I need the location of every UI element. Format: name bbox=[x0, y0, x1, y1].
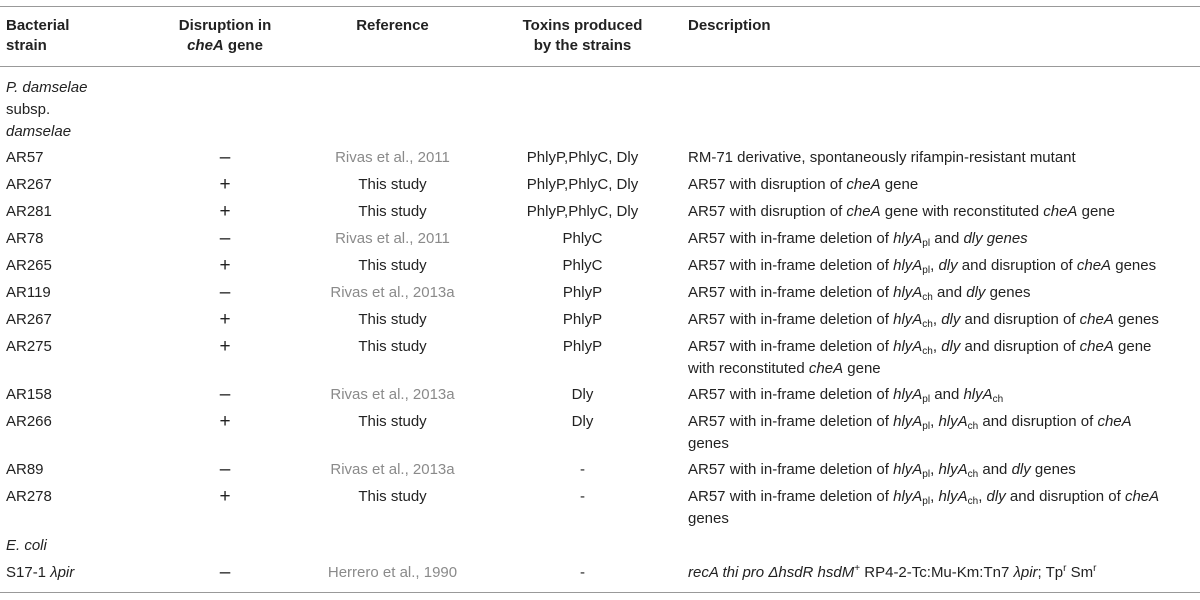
toxins: PhlyP bbox=[562, 338, 603, 355]
description: AR57 with in-frame deletion of hlyA$_{pl}$, hlyA$_{ch}$ and disruption of cheA genes bbox=[688, 413, 1132, 452]
reference-text: This study bbox=[358, 488, 427, 505]
header-disruption: Disruption in cheA gene bbox=[178, 17, 272, 54]
reference-text: This study bbox=[358, 257, 427, 274]
disruption-mark: + bbox=[219, 336, 231, 357]
disruption-mark: – bbox=[219, 384, 231, 405]
disruption-mark: – bbox=[219, 282, 231, 303]
disruption-mark: – bbox=[219, 147, 231, 168]
toxins: PhlyP bbox=[562, 284, 603, 301]
strain-name: AR265 bbox=[6, 257, 52, 274]
description: AR57 with disruption of cheA gene bbox=[688, 176, 919, 193]
reference-text: This study bbox=[358, 176, 427, 193]
toxins: PhlyC bbox=[562, 230, 603, 247]
header-reference: Reference bbox=[356, 17, 429, 34]
toxins: PhlyP,PhlyC, Dly bbox=[526, 176, 639, 193]
strain-name: AR267 bbox=[6, 176, 52, 193]
reference-link[interactable]: Rivas et al., 2013a bbox=[330, 284, 455, 301]
toxins: PhlyP bbox=[562, 311, 603, 328]
description: RM-71 derivative, spontaneously rifampin-resistant mutant bbox=[688, 149, 1076, 166]
strain-name: AR266 bbox=[6, 413, 52, 430]
strain-name: AR57 bbox=[6, 149, 44, 166]
reference-text: This study bbox=[358, 203, 427, 220]
description: AR57 with in-frame deletion of hlyA$_{pl}$, dly and disruption of cheA genes bbox=[688, 257, 1157, 276]
strain-name: S17-1 λpir bbox=[6, 564, 75, 581]
table-bottom-rule bbox=[0, 592, 1200, 593]
header-bottom-rule bbox=[0, 66, 1200, 67]
disruption-mark: – bbox=[219, 562, 231, 583]
strain-name: AR267 bbox=[6, 311, 52, 328]
toxins: - bbox=[580, 461, 585, 478]
reference-text: This study bbox=[358, 413, 427, 430]
header-bacterial-strain: Bacterial strain bbox=[6, 17, 70, 54]
toxins: PhlyP,PhlyC, Dly bbox=[526, 149, 639, 166]
toxins: PhlyP,PhlyC, Dly bbox=[526, 203, 639, 220]
disruption-mark: + bbox=[219, 309, 231, 330]
header-description: Description bbox=[688, 17, 771, 34]
header-toxins: Toxins produced by the strains bbox=[522, 17, 643, 54]
disruption-mark: + bbox=[219, 174, 231, 195]
strain-name: AR275 bbox=[6, 338, 52, 355]
disruption-mark: – bbox=[219, 459, 231, 480]
group-label-ecoli: E. coli bbox=[6, 537, 47, 554]
strain-name: AR278 bbox=[6, 488, 52, 505]
toxins: PhlyC bbox=[562, 257, 603, 274]
toxins: Dly bbox=[571, 413, 594, 430]
table-top-rule bbox=[0, 6, 1200, 7]
reference-text: This study bbox=[358, 311, 427, 328]
reference-link[interactable]: Rivas et al., 2013a bbox=[330, 461, 455, 478]
reference-link[interactable]: Rivas et al., 2011 bbox=[335, 149, 450, 166]
toxins: Dly bbox=[571, 386, 594, 403]
reference-link[interactable]: Rivas et al., 2011 bbox=[335, 230, 450, 247]
description: AR57 with in-frame deletion of hlyA$_{ch}$, dly and disruption of cheA gene with reconstituted cheA gene bbox=[688, 338, 1152, 377]
description: recA thi pro ΔhsdR hsdM+ RP4-2-Tc:Mu-Km:Tn7 λpir; Tp$^r$ Sm$^r$ bbox=[688, 563, 1097, 581]
reference-text: This study bbox=[358, 338, 427, 355]
strain-name: AR119 bbox=[6, 284, 51, 301]
description: AR57 with in-frame deletion of hlyA$_{pl}$, hlyA$_{ch}$, dly and disruption of cheA genes bbox=[688, 488, 1160, 527]
toxins: - bbox=[580, 564, 585, 581]
description: AR57 with disruption of cheA gene with reconstituted cheA gene bbox=[688, 203, 1115, 220]
strain-name: AR281 bbox=[6, 203, 52, 220]
group-label-pdd: P. damselae subsp. damselae bbox=[6, 79, 88, 140]
reference-link[interactable]: Herrero et al., 1990 bbox=[327, 564, 458, 581]
description: AR57 with in-frame deletion of hlyA$_{pl}$ and hlyA$_{ch}$ bbox=[688, 386, 1004, 405]
strain-name: AR158 bbox=[6, 386, 52, 403]
description: AR57 with in-frame deletion of hlyA$_{pl}$, hlyA$_{ch}$ and dly genes bbox=[688, 461, 1076, 480]
strain-name: AR78 bbox=[6, 230, 44, 247]
disruption-mark: + bbox=[219, 255, 231, 276]
toxins: - bbox=[580, 488, 585, 505]
disruption-mark: – bbox=[219, 228, 231, 249]
description: AR57 with in-frame deletion of hlyA$_{ch}$, dly and disruption of cheA genes bbox=[688, 311, 1159, 330]
description: AR57 with in-frame deletion of hlyA$_{pl}$ and dly genes bbox=[688, 230, 1028, 249]
strain-name: AR89 bbox=[6, 461, 44, 478]
description: AR57 with in-frame deletion of hlyA$_{ch}$ and dly genes bbox=[688, 284, 1031, 303]
disruption-mark: + bbox=[219, 201, 231, 222]
reference-link[interactable]: Rivas et al., 2013a bbox=[330, 386, 455, 403]
disruption-mark: + bbox=[219, 486, 231, 507]
disruption-mark: + bbox=[219, 411, 231, 432]
